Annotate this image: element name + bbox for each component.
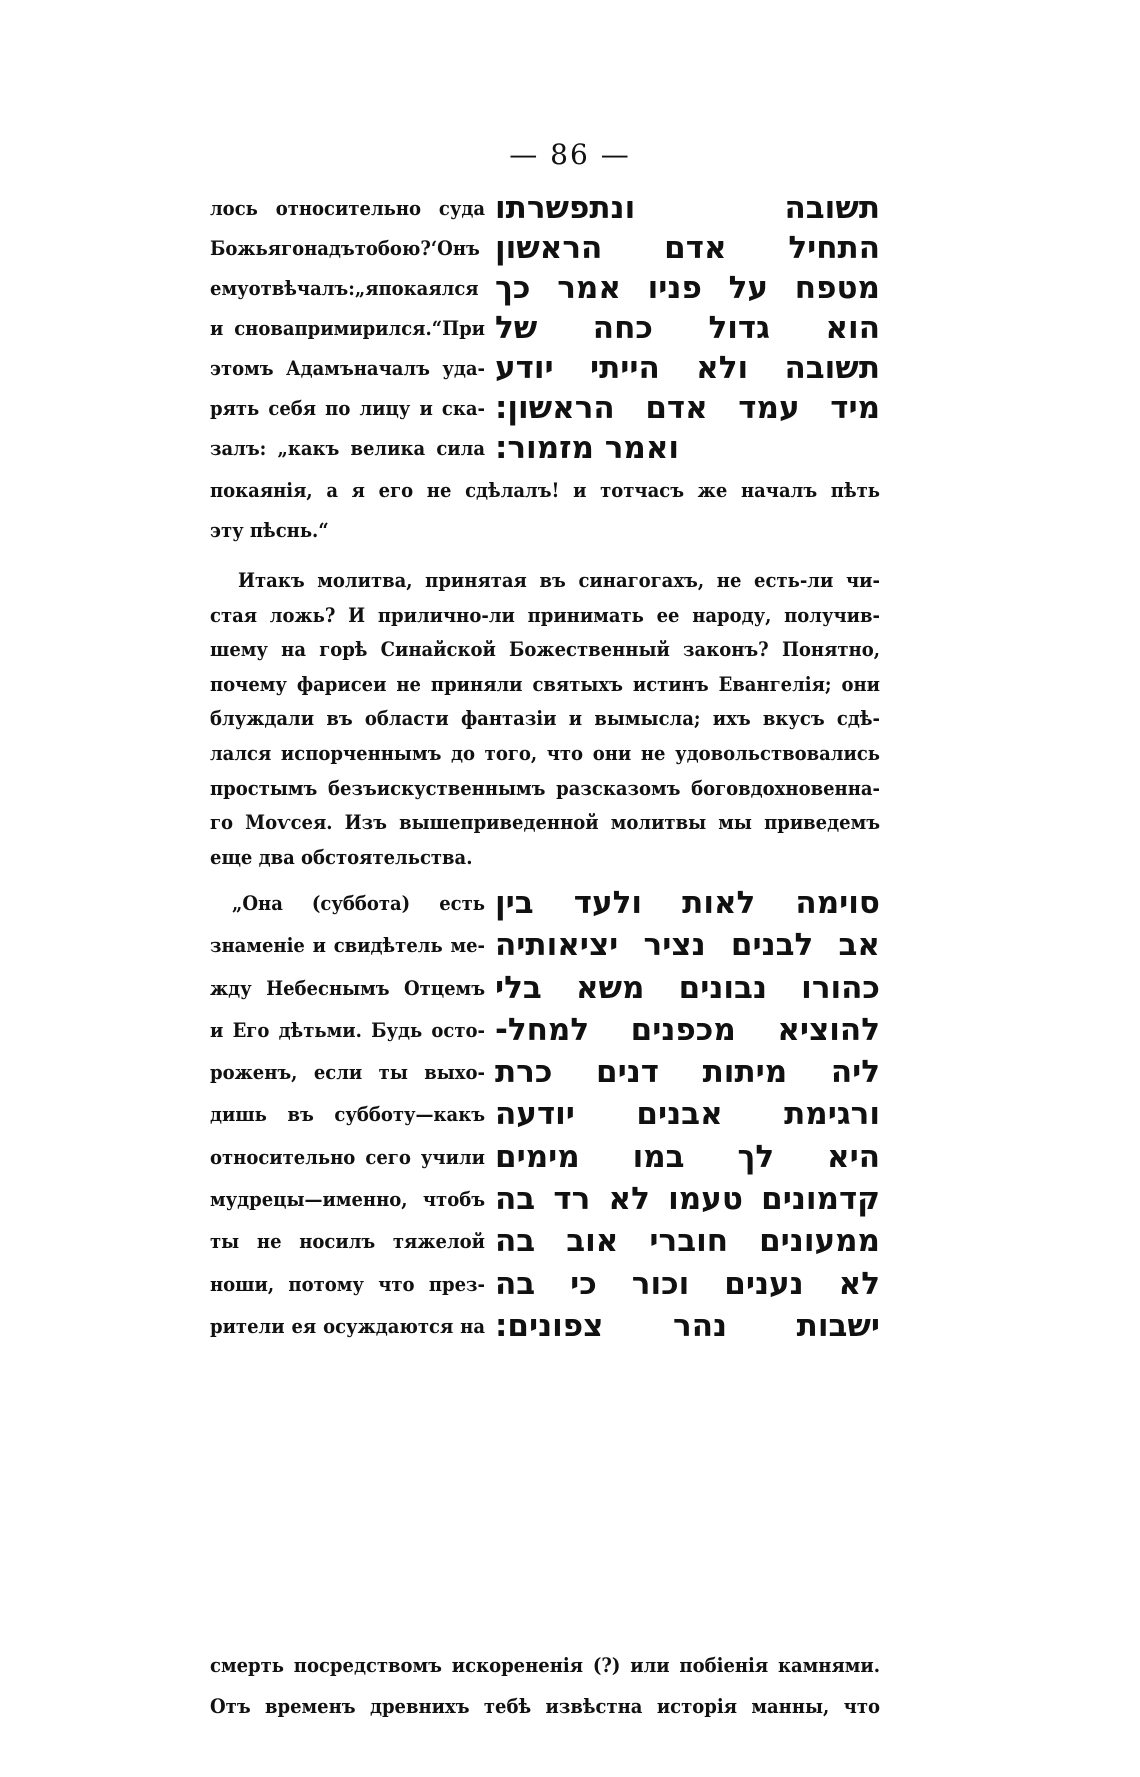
russian-line: рять себя по лицу и ска- — [210, 396, 485, 420]
hebrew-line: ליה מיתות דנים כרת — [495, 1054, 880, 1091]
prose-line: лался испорченнымъ до того, что они не удовольствовались — [210, 740, 880, 765]
hebrew-line: מיד עמד אדם הראשון: — [495, 390, 880, 426]
russian-line: знаменіе и свидѣтель ме- — [210, 933, 485, 958]
russian-line: рители ея осуждаются на — [210, 1313, 485, 1338]
russian-line: роженъ, если ты выхо- — [210, 1060, 485, 1085]
russian-line: емуотвѣчалъ:„япокаялся — [210, 276, 479, 300]
russian-line: ноши, потому что през- — [210, 1271, 485, 1296]
prose-line: стая ложь? И прилично-ли принимать ее народу, получив- — [210, 602, 880, 627]
prose-line: Отъ временъ древнихъ тебѣ извѣстна исторія манны, что — [210, 1694, 880, 1718]
hebrew-line: אב לבנים נציר יציאותיה — [495, 927, 880, 964]
prose-line: смерть посредствомъ искорененія (?) или побіенія камнями. — [210, 1653, 880, 1677]
russian-line: и Его дѣтьми. Будь осто- — [210, 1017, 485, 1042]
hebrew-line: להוציא מכפנים למחל- — [495, 1011, 880, 1048]
russian-line: залъ: „какъ велика сила — [210, 436, 485, 460]
russian-line: дишь въ субботу—какъ — [210, 1102, 485, 1127]
prose-paragraph-1 — [210, 470, 880, 550]
russian-line: ты не носилъ тяжелой — [210, 1229, 485, 1254]
hebrew-line: תשובה ונתפשרתו — [495, 190, 880, 226]
russian-line: этомъ Адамъначалъ уда- — [210, 356, 485, 380]
prose-paragraph-3 — [210, 1645, 880, 1727]
hebrew-line: תשובה ולא הייתי יודע — [495, 350, 880, 386]
russian-line: относительно сего учили — [210, 1144, 485, 1169]
hebrew-line: מטפח על פניו אמר כך — [495, 270, 880, 306]
prose-line: Итакъ молитва, принятая въ синагогахъ, не есть-ли чи- — [238, 568, 880, 592]
prose-line: блуждали въ области фантазіи и вымысла; ихъ вкусъ сдѣ- — [210, 706, 880, 731]
hebrew-line: סוימה לאות ולעד בין — [495, 885, 880, 921]
hebrew-line: הוא גדול כחה של — [495, 310, 880, 346]
hebrew-line: לא נענים וכור כי בה — [495, 1265, 880, 1302]
russian-column-2 — [210, 882, 485, 1347]
russian-line: Божьягонадътобою?‘Онъ — [210, 236, 480, 260]
hebrew-line: התחיל אדם הראשון — [495, 230, 880, 266]
page-number: — 86 — — [509, 138, 631, 171]
prose-paragraph-2 — [210, 563, 880, 874]
hebrew-line: ישבות נהר צפונים: — [495, 1307, 880, 1344]
russian-line: „Она (суббота) есть — [232, 891, 485, 915]
prose-line: почему фарисеи не приняли святыхъ истинъ Евангелія; они — [210, 671, 880, 696]
hebrew-column-2 — [495, 882, 880, 1347]
hebrew-line: היא לך במו מימים — [495, 1138, 880, 1175]
prose-line: простымъ безъискуственнымъ разсказомъ боговдохновенна- — [210, 775, 880, 800]
russian-line: жду Небеснымъ Отцемъ — [210, 975, 485, 1000]
hebrew-column-1 — [495, 188, 880, 468]
hebrew-line: קדמונים טעמו לא רד בה — [495, 1181, 880, 1218]
prose-line: го Моѵсея. Изъ вышеприведенной молитвы мы приведемъ — [210, 810, 880, 835]
prose-line: шему на горѣ Синайской Божественный законъ? Понятно, — [210, 637, 880, 662]
hebrew-line: כהורו נבונים משא בלי — [495, 969, 880, 1006]
russian-column-1 — [210, 188, 485, 468]
hebrew-line: ואמר מזמור: — [495, 430, 680, 466]
prose-line: покаянія, а я его не сдѣлалъ! и тотчасъ же началъ пѣть — [210, 478, 880, 502]
russian-line: мудрецы—именно, чтобъ — [210, 1187, 485, 1212]
prose-line: еще два обстоятельства. — [210, 844, 473, 869]
prose-line: эту пѣснь.“ — [210, 518, 329, 542]
hebrew-line: ורגימת אבנים יודעה — [495, 1096, 880, 1133]
russian-line: и сновапримирился.“При — [210, 316, 485, 340]
hebrew-line: ממעונים חוברי אוב בה — [495, 1223, 880, 1260]
russian-line: лось относительно суда — [210, 196, 485, 220]
